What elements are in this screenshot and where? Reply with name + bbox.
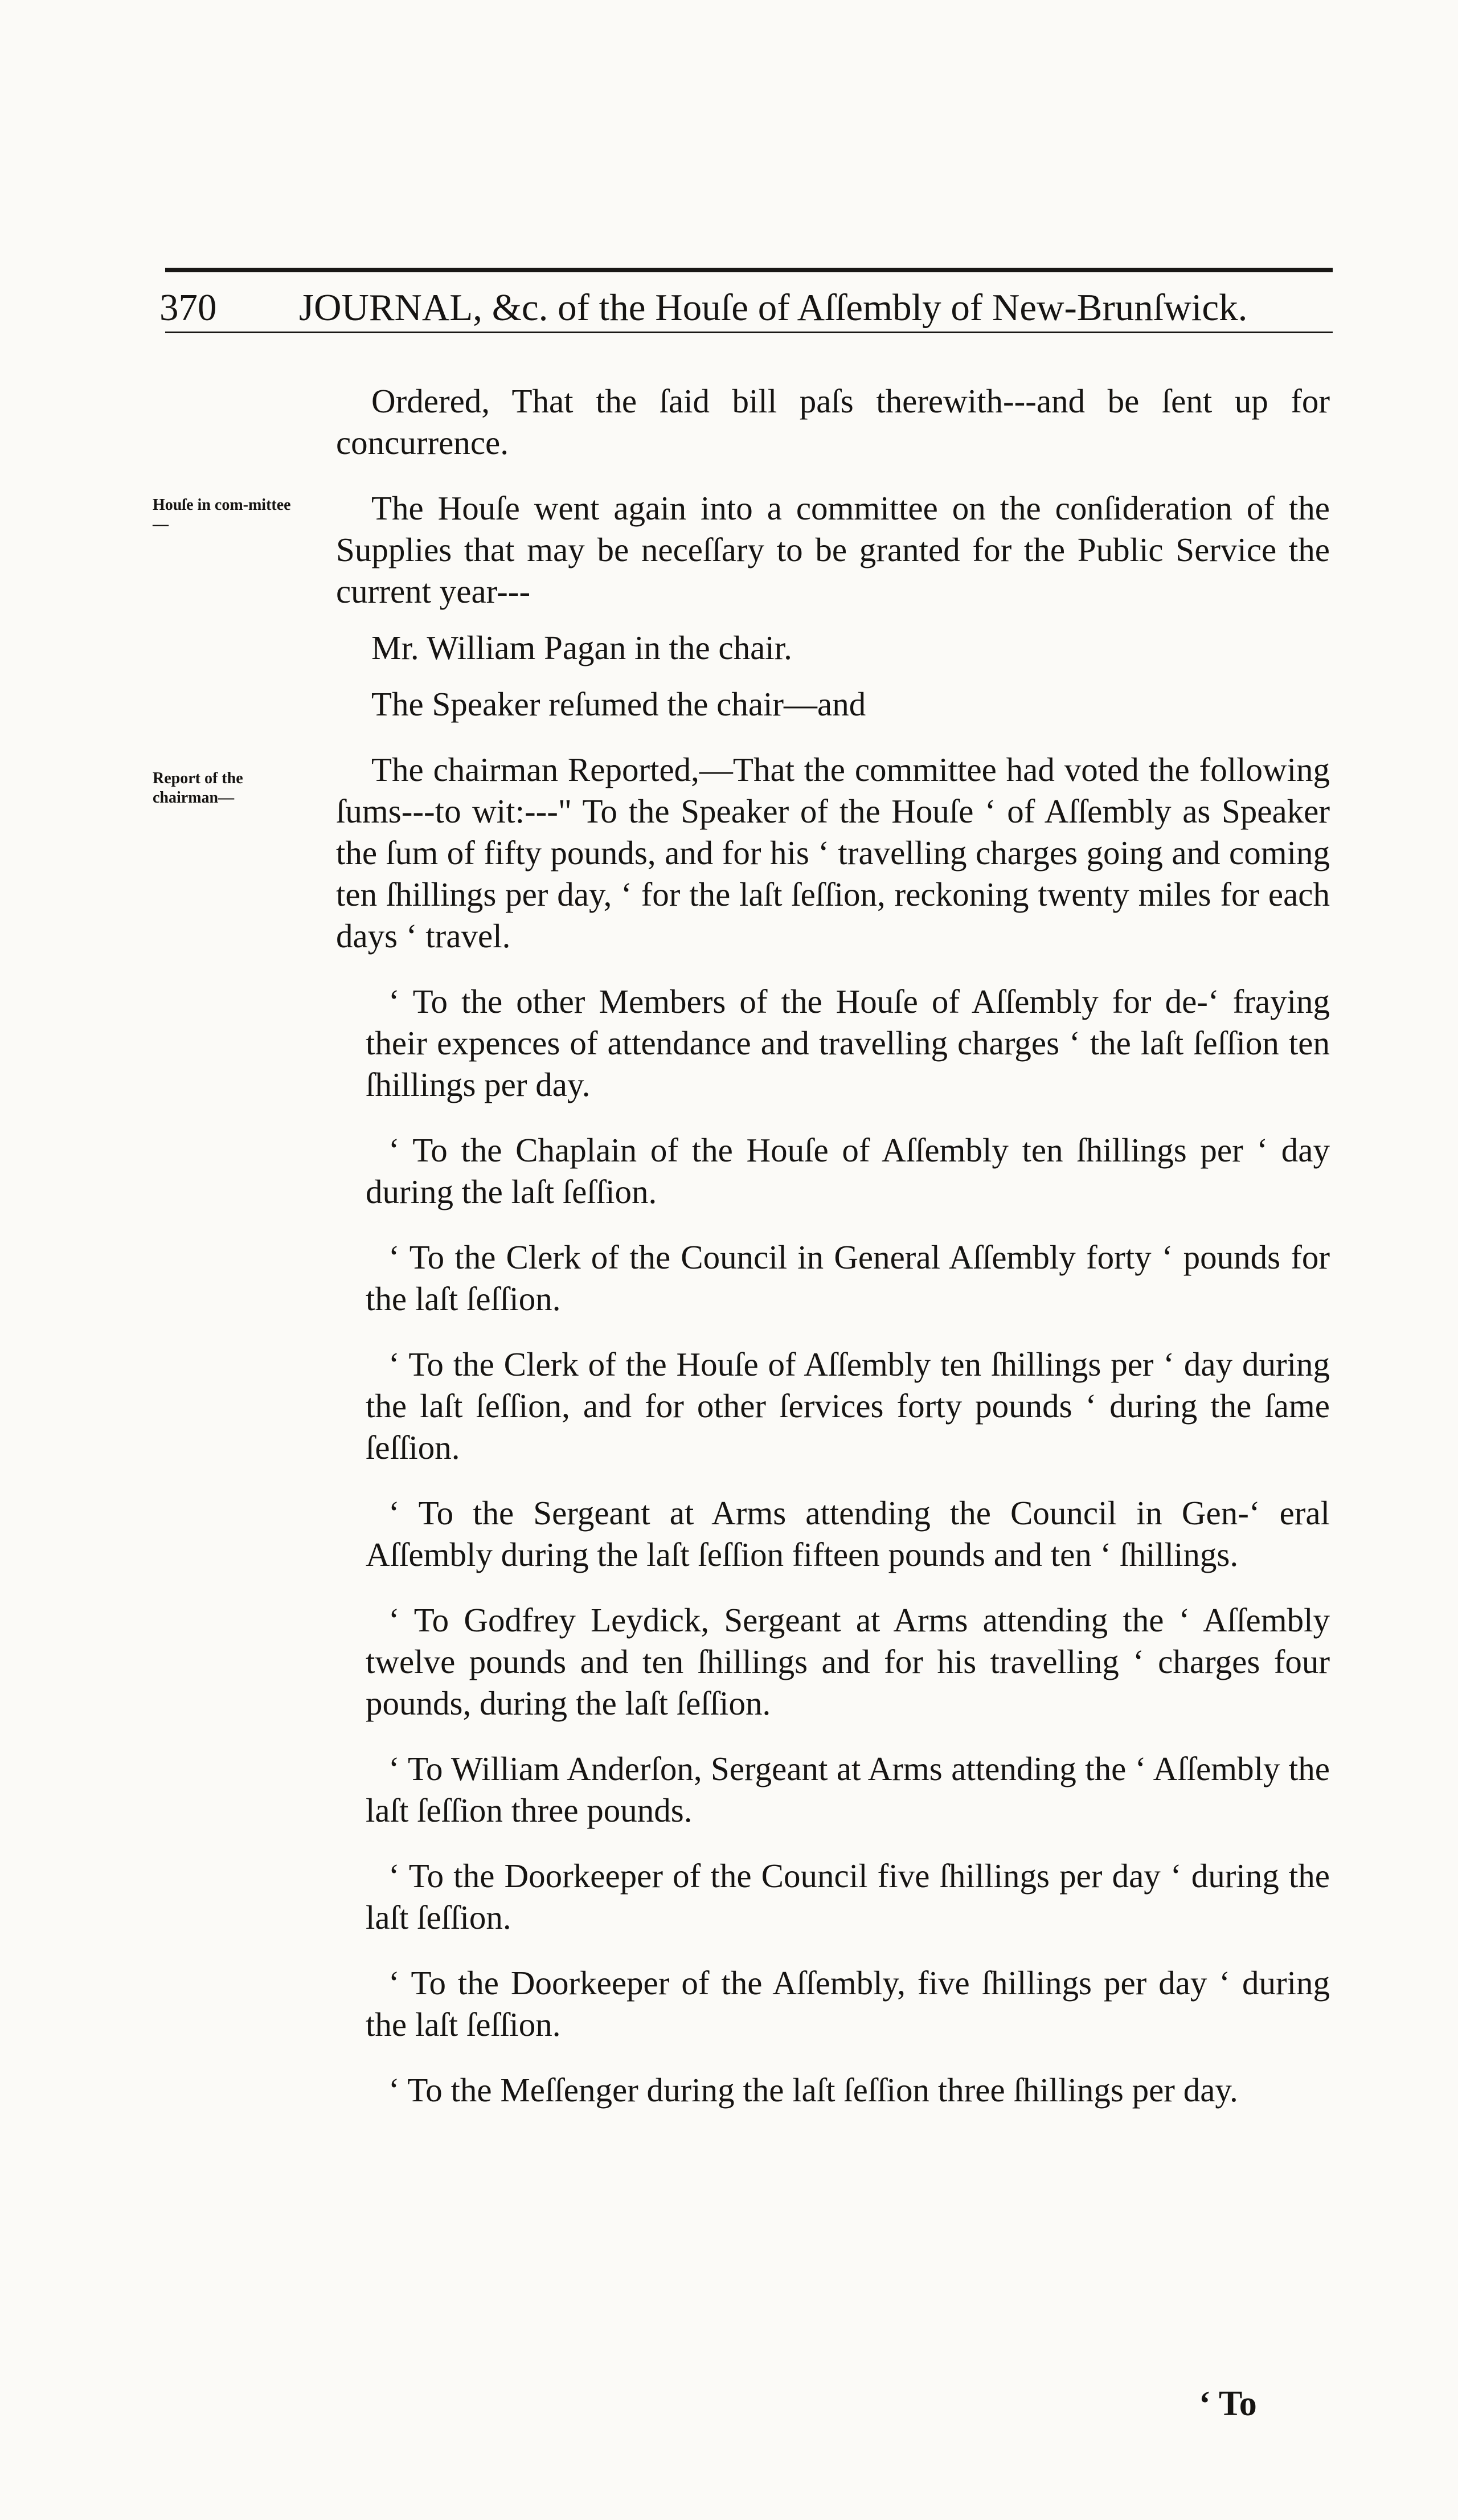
paragraph-speaker: The Speaker reſumed the chair—and (371, 685, 866, 723)
page-number: 370 (159, 287, 217, 329)
paragraph-sergeant-council: ‘ To the Sergeant at Arms attending the Council in Gen-‘ eral Aſſembly during the laſt ſeſſion fifteen pounds and ten ‘ ſhillings. (366, 1494, 1330, 1573)
margin-note-report-of-chairman: Report of the chairman— (153, 770, 243, 807)
paragraph-godfrey-leydick: ‘ To Godfrey Leydick, Sergeant at Arms attending the ‘ Aſſembly twelve pounds and ten ſhillings and for his travelling ‘ charges four pounds, during the laſt ſeſſion. (366, 1601, 1330, 1722)
paragraph-doorkeeper-council: ‘ To the Doorkeeper of the Council five ſhillings per day ‘ during the laſt ſeſſion. (366, 1857, 1330, 1936)
catchword: ‘ To (1199, 2384, 1257, 2423)
paragraph-clerk-council: ‘ To the Clerk of the Council in General Aſſembly forty ‘ pounds for the laſt ſeſſion. (366, 1238, 1330, 1318)
journal-body (336, 381, 1330, 2111)
paragraph-chair: Mr. William Pagan in the chair. (371, 629, 792, 666)
paragraph-report: The chairman Reported,—That the committee had voted the following ſums---to wit:---" To the Speaker of the Houſe ‘ of Aſſembly as Speaker the ſum of fifty pounds, and for his ‘ travelling charges going and coming ten ſhillings per day, ‘ for the laſt ſeſſion, reckoning twenty miles for each days ‘ travel. (336, 751, 1330, 955)
paragraph-ordered: Ordered, That the ſaid bill paſs therewith---and be ſent up for concurrence. (336, 382, 1330, 461)
paragraph-committee: The Houſe went again into a committee on the conſideration of the Supplies that may be neceſſary to be granted for the Public Service the current year--- (336, 489, 1330, 610)
paragraph-chaplain: ‘ To the Chaplain of the Houſe of Aſſembly ten ſhillings per ‘ day during the laſt ſeſſion. (366, 1131, 1330, 1210)
paragraph-clerk-house: ‘ To the Clerk of the Houſe of Aſſembly ten ſhillings per ‘ day during the laſt ſeſſion, and for other ſervices forty pounds ‘ during the ſame ſeſſion. (366, 1345, 1330, 1466)
header-rule-bottom (165, 332, 1333, 333)
running-head (159, 284, 1338, 332)
paragraph-messenger: ‘ To the Meſſenger during the laſt ſeſſion three ſhillings per day. (388, 2071, 1238, 2109)
paragraph-other-members: ‘ To the other Members of the Houſe of Aſſembly for de-‘ fraying their expences of attendance and travelling charges ‘ the laſt ſeſſion ten ſhillings per day. (366, 983, 1330, 1103)
margin-note-house-in-committee: Houſe in com-mittee— (153, 496, 291, 533)
header-rule-top (165, 268, 1333, 272)
running-title: JOURNAL, &c. of the Houſe of Aſſembly of New-Brunſwick. (299, 287, 1248, 329)
paragraph-william-anderson: ‘ To William Anderſon, Sergeant at Arms attending the ‘ Aſſembly the laſt ſeſſion three pounds. (366, 1750, 1330, 1829)
paragraph-doorkeeper-assembly: ‘ To the Doorkeeper of the Aſſembly, five ſhillings per day ‘ during the laſt ſeſſion. (366, 1964, 1330, 2043)
